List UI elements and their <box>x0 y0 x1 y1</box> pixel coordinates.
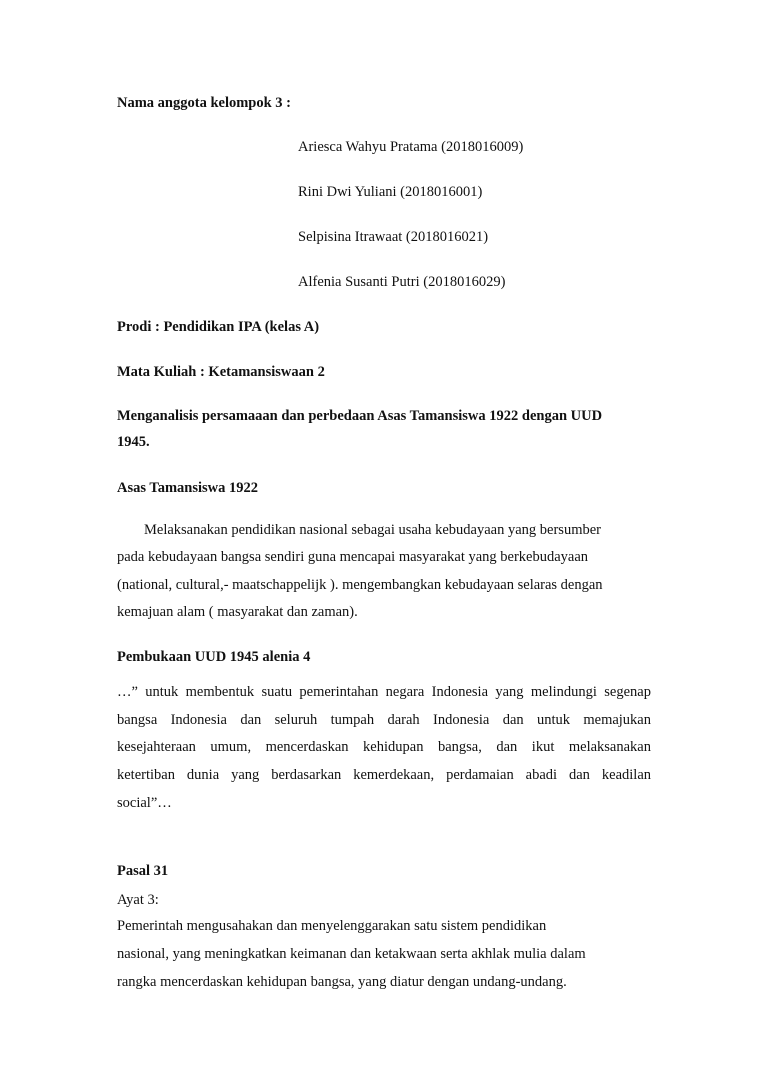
document-title: Menganalisis persamaaan dan perbedaan Asas Tamansiswa 1922 dengan UUD <box>117 408 603 424</box>
paragraph-line: …” untuk membentuk suatu pemerintahan negara Indonesia yang melindungi segenap <box>117 684 651 700</box>
group-heading: Nama anggota kelompok 3 : <box>117 95 292 111</box>
paragraph-line: kemajuan alam ( masyarakat dan zaman). <box>117 604 358 620</box>
paragraph-line: rangka mencerdaskan kehidupan bangsa, yang diatur dengan undang-undang. <box>117 974 567 990</box>
paragraph-line: Pemerintah mengusahakan dan menyelenggarakan satu sistem pendidikan <box>117 918 547 934</box>
paragraph-line: pada kebudayaan bangsa sendiri guna mencapai masyarakat yang berkebudayaan <box>117 549 589 565</box>
paragraph-line: (national, cultural,- maatschappelijk ). mengembangkan kebudayaan selaras dengan <box>117 577 603 593</box>
paragraph-line: ketertiban dunia yang berdasarkan kemerdekaan, perdamaian abadi dan keadilan <box>117 767 651 783</box>
member-item: Rini Dwi Yuliani (2018016001) <box>298 184 483 200</box>
paragraph-line: kesejahteraan umum, mencerdaskan kehidupan bangsa, dan ikut melaksanakan <box>117 739 651 755</box>
prodi-line: Prodi : Pendidikan IPA (kelas A) <box>117 319 320 335</box>
member-item: Selpisina Itrawaat (2018016021) <box>298 229 489 245</box>
paragraph-line: Melaksanakan pendidikan nasional sebagai usaha kebudayaan yang bersumber <box>144 522 601 538</box>
section-subheading: Ayat 3: <box>117 892 159 908</box>
member-item: Alfenia Susanti Putri (2018016029) <box>298 274 506 290</box>
document-title: 1945. <box>117 434 150 450</box>
section-heading: Pasal 31 <box>117 863 169 879</box>
paragraph-line: nasional, yang meningkatkan keimanan dan ketakwaan serta akhlak mulia dalam <box>117 946 586 962</box>
mata-kuliah-line: Mata Kuliah : Ketamansiswaan 2 <box>117 364 325 380</box>
section-heading: Asas Tamansiswa 1922 <box>117 480 259 496</box>
paragraph-line: bangsa Indonesia dan seluruh tumpah darah Indonesia dan untuk memajukan <box>117 712 651 728</box>
section-heading: Pembukaan UUD 1945 alenia 4 <box>117 649 311 665</box>
paragraph-line: social”… <box>117 795 172 811</box>
member-item: Ariesca Wahyu Pratama (2018016009) <box>298 139 524 155</box>
